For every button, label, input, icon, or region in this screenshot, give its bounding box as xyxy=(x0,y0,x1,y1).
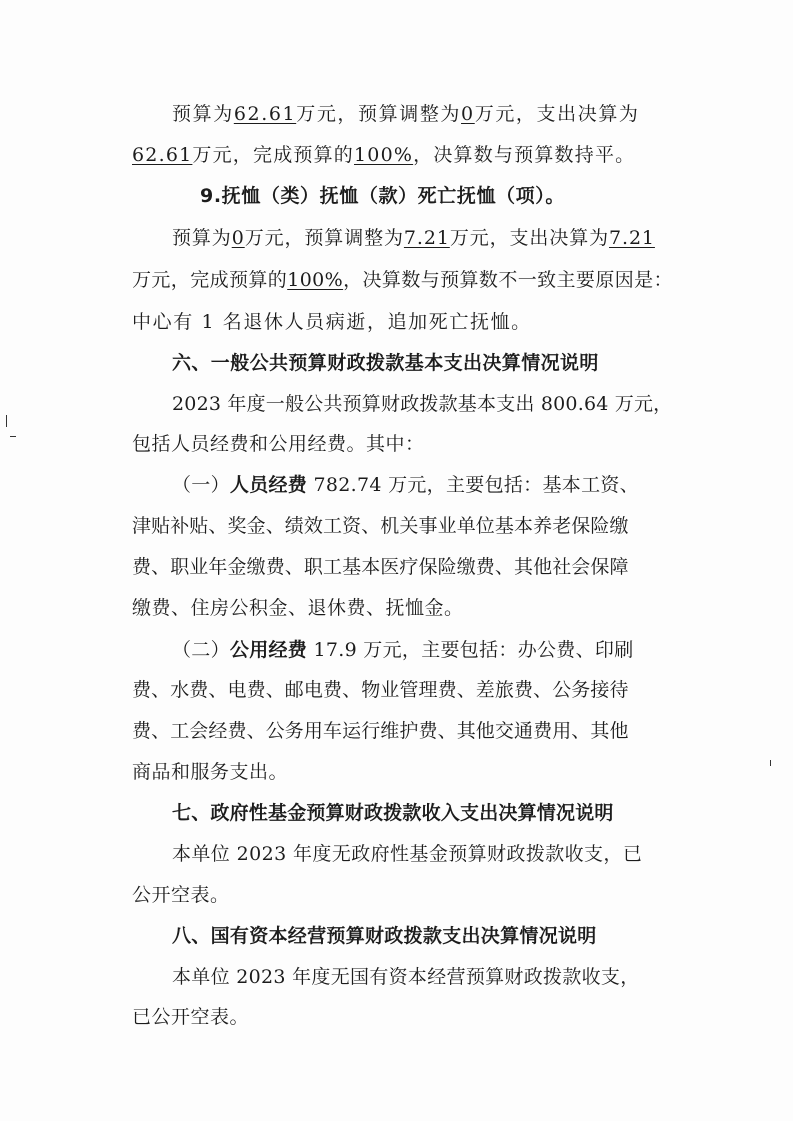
paragraph-line: 费、工会经费、公务用车运行维护费、其他交通费用、其他 xyxy=(132,720,629,742)
text-span: 万元，完成预算的 xyxy=(132,269,288,291)
budget-value: 0 xyxy=(231,227,245,249)
text-span: （二） xyxy=(172,639,230,661)
paragraph-line: 津贴补贴、奖金、绩效工资、机关事业单位基本养老保险缴 xyxy=(132,515,629,537)
paragraph-line: 缴费、住房公积金、退休费、抚恤金。 xyxy=(132,597,464,619)
text-span: 17.9 万元，主要包括：办公费、印刷 xyxy=(307,639,634,661)
text-span: 万元，支出决算为 xyxy=(449,227,610,249)
paragraph-line: 本单位 2023 年度无国有资本经营预算财政拨款收支， xyxy=(172,966,640,988)
personnel-expense-label: 人员经费 xyxy=(229,474,308,496)
paragraph-line: 2023 年度一般公共预算财政拨款基本支出 800.64 万元， xyxy=(172,393,673,415)
text-span: 万元，完成预算的 xyxy=(192,144,355,166)
text-span: 782.74 万元，主要包括：基本工资、 xyxy=(307,474,639,496)
text-span: 万元，预算调整为 xyxy=(244,227,404,249)
section-heading-7: 七、政府性基金预算财政拨款收入支出决算情况说明 xyxy=(172,802,614,824)
completion-rate: 100% xyxy=(287,269,344,291)
final-value: 7.21 xyxy=(609,227,655,249)
section-heading-8: 八、国有资本经营预算财政拨款支出决算情况说明 xyxy=(172,925,597,947)
public-expense-label: 公用经费 xyxy=(229,639,308,661)
subsection-heading: 9.抚恤（类）抚恤（款）死亡抚恤（项）。 xyxy=(200,185,565,207)
paragraph-line: 费、职业年金缴费、职工基本医疗保险缴费、其他社会保障 xyxy=(132,556,629,578)
scan-mark-bottom xyxy=(10,436,16,437)
text-span: 万元，预算调整为 xyxy=(296,103,462,125)
paragraph-line xyxy=(132,143,692,167)
section-heading-6: 六、一般公共预算财政拨款基本支出决算情况说明 xyxy=(172,352,599,374)
paragraph-line xyxy=(172,102,732,126)
paragraph-line xyxy=(172,473,732,497)
final-value: 62.61 xyxy=(132,144,193,166)
paragraph-line: 中心有 1 名退休人员病逝，追加死亡抚恤。 xyxy=(132,311,532,333)
text-span: 万元，支出决算为 xyxy=(474,103,640,125)
adjustment-value: 0 xyxy=(461,103,475,125)
scan-mark-top xyxy=(6,415,7,427)
paragraph-line xyxy=(172,638,732,662)
budget-value: 62.61 xyxy=(233,103,297,125)
paragraph-line: 公开空表。 xyxy=(132,884,230,906)
paragraph-line: 费、水费、电费、邮电费、物业管理费、差旅费、公务接待 xyxy=(132,679,629,701)
scan-mark-right xyxy=(770,760,771,766)
paragraph-line xyxy=(172,226,732,250)
text-span: （一） xyxy=(172,474,230,496)
completion-rate: 100% xyxy=(354,144,414,166)
adjustment-value: 7.21 xyxy=(403,227,450,249)
text-span: ，决算数与预算数不一致主要原因是： xyxy=(343,269,673,291)
paragraph-line: 本单位 2023 年度无政府性基金预算财政拨款收支，已 xyxy=(172,843,643,865)
text-span: 预算为 xyxy=(172,103,234,125)
paragraph-line: 商品和服务支出。 xyxy=(132,761,289,783)
text-span: ，决算数与预算数持平。 xyxy=(413,144,636,166)
text-span: 预算为 xyxy=(172,227,232,249)
paragraph-line xyxy=(132,268,692,292)
paragraph-line: 包括人员经费和公用经费。其中： xyxy=(132,433,425,455)
paragraph-line: 已公开空表。 xyxy=(132,1006,250,1028)
